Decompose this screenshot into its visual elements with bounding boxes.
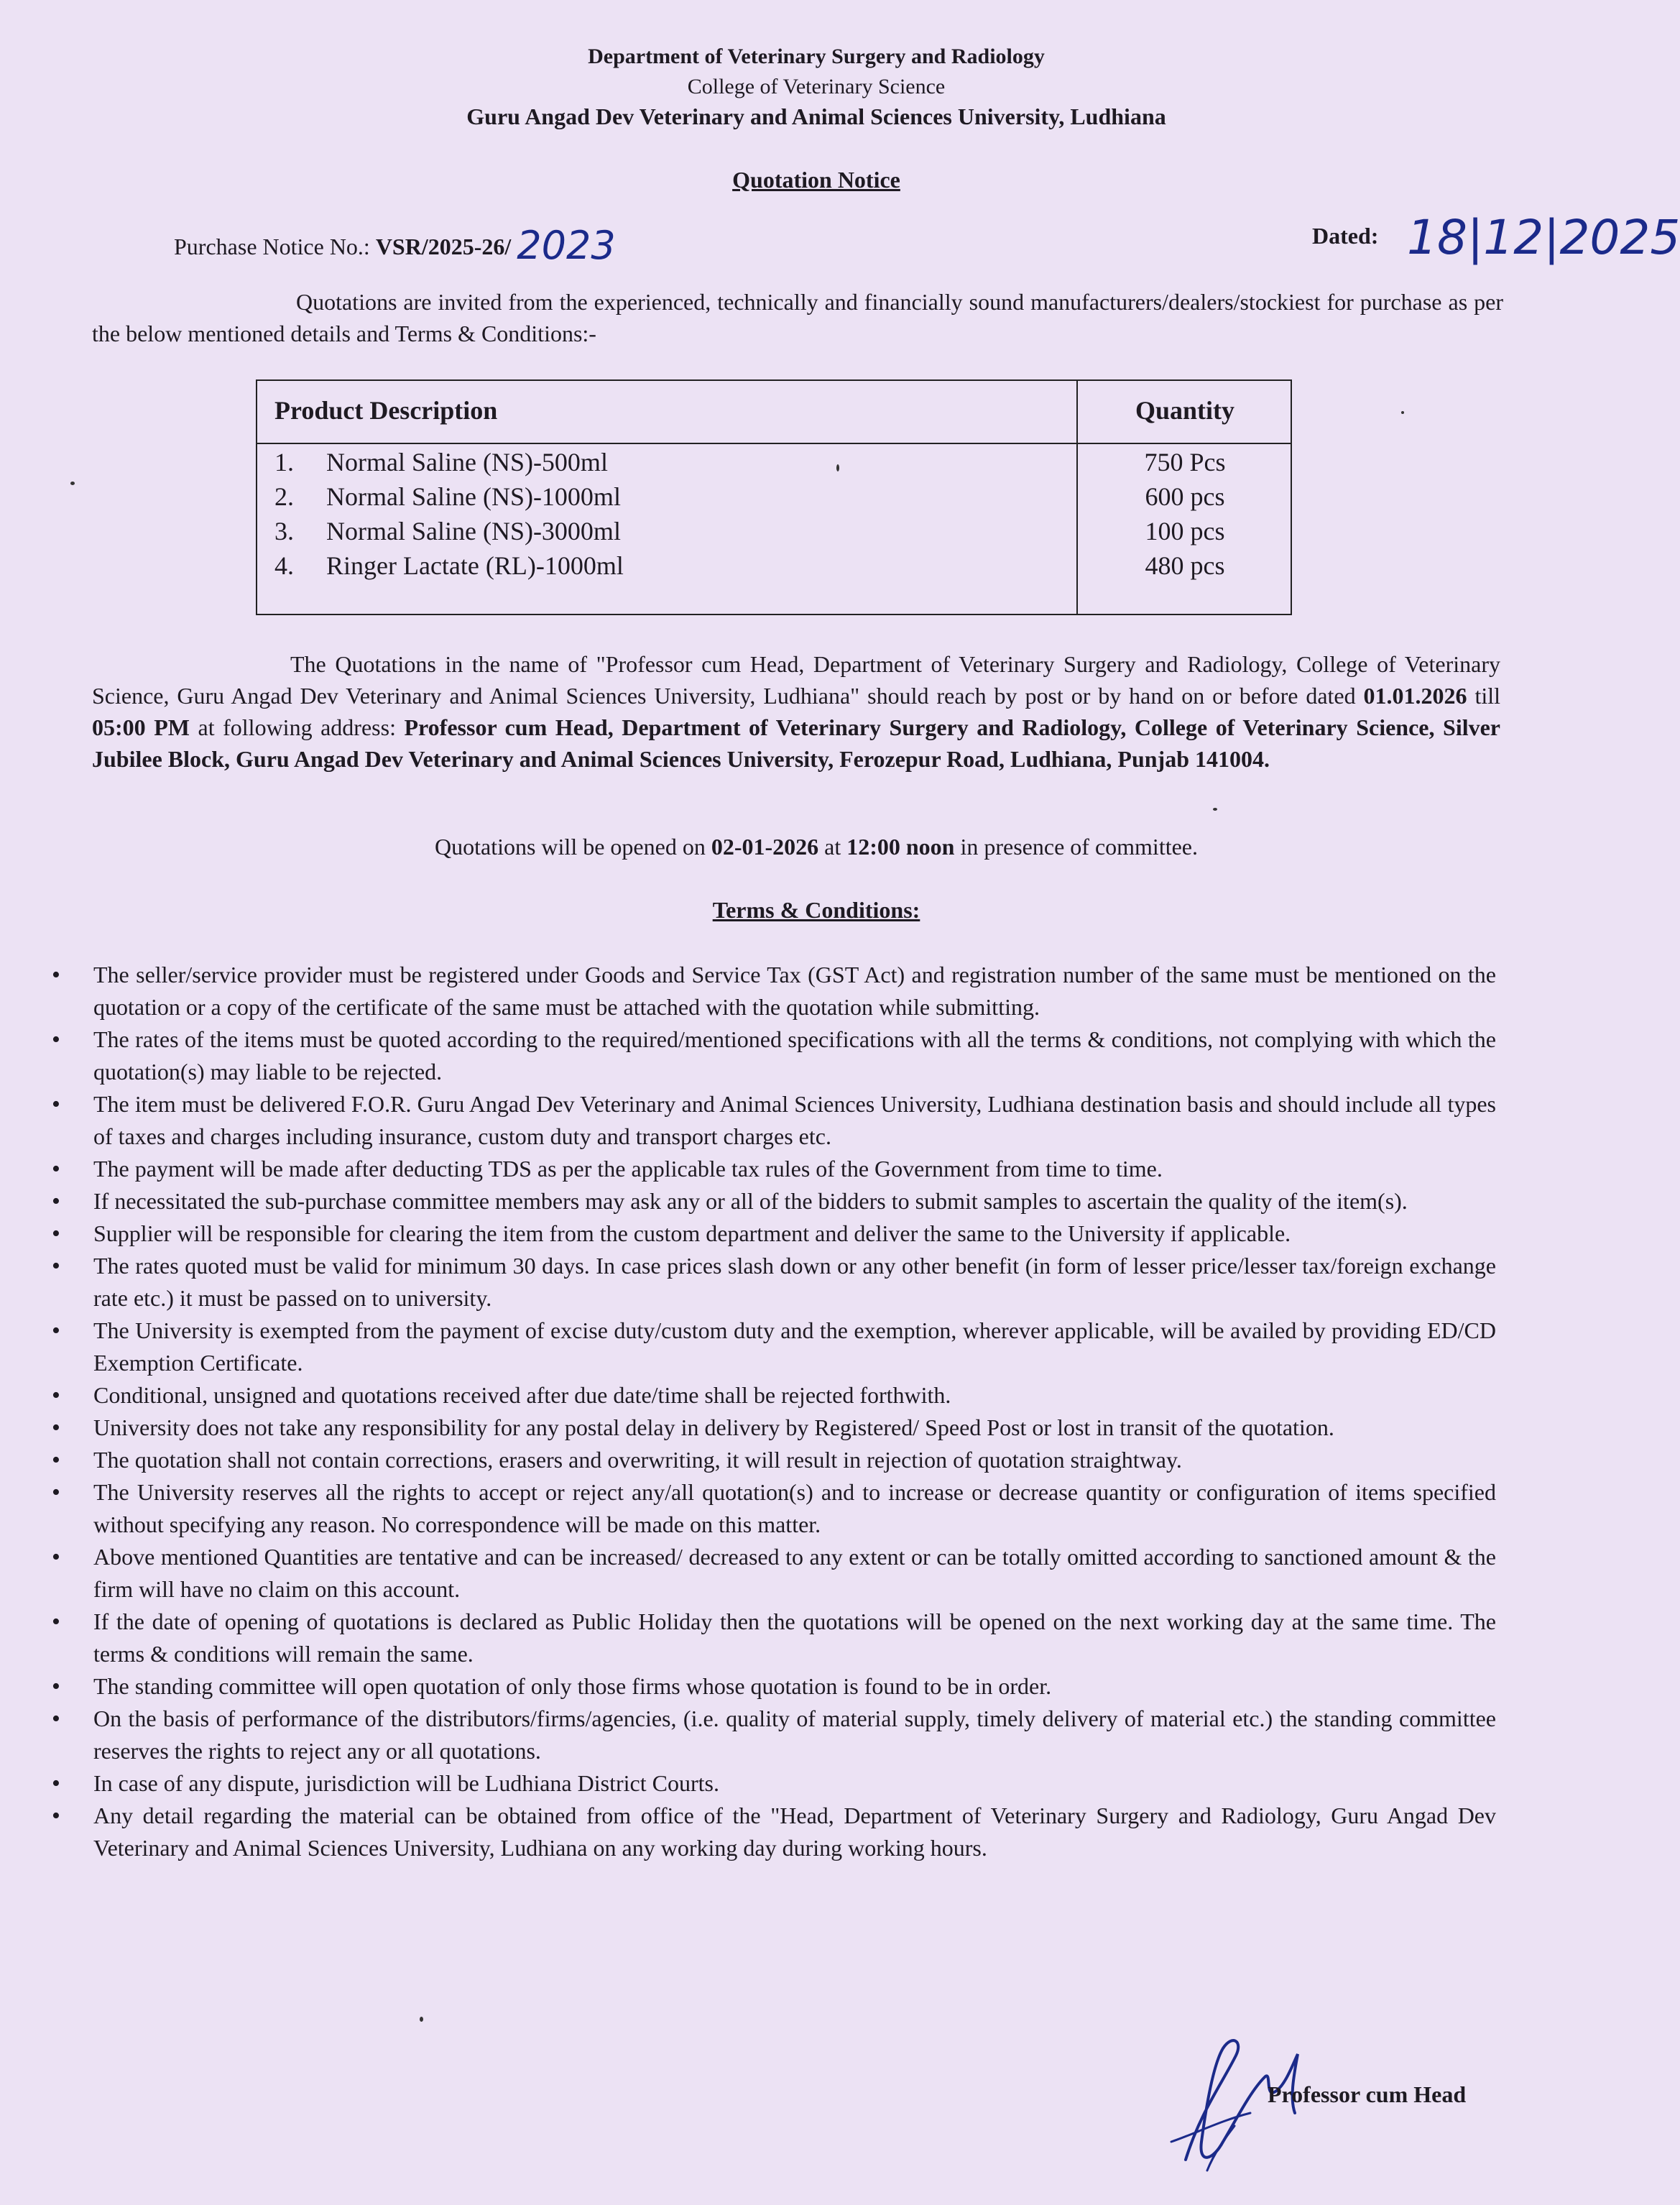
term-item: • On the basis of performance of the distributors/firms/agencies, (i.e. quality of material supply, timely delivery of material etc.) the standing committee reserves the rights to reject any or all quotations. (52, 1703, 1496, 1767)
product-table (256, 379, 1292, 615)
table-row-description: Normal Saline (NS)-3000ml (326, 517, 621, 546)
table-row-description: Normal Saline (NS)-1000ml (326, 482, 621, 511)
terms-list (52, 959, 1496, 1864)
dated-label: Dated: (1312, 223, 1379, 249)
notice-title: Quotation Notice (732, 167, 900, 193)
term-item: • If necessitated the sub-purchase committee members may ask any or all of the bidders to submit samples to ascertain the quality of the item(s). (52, 1185, 1496, 1217)
scan-speck (1213, 808, 1217, 811)
term-item: • The rates of the items must be quoted according to the required/mentioned specifications with all the terms & conditions, not complying with which the quotation(s) may liable to be rejected. (52, 1023, 1496, 1088)
handwritten-notice-number: 2023 (517, 223, 616, 268)
department-heading: Department of Veterinary Surgery and Radiology (588, 45, 1045, 68)
term-item: • Conditional, unsigned and quotations received after due date/time shall be rejected forthwith. (52, 1379, 1496, 1412)
term-item: • The payment will be made after deducting TDS as per the applicable tax rules of the Government from time to time. (52, 1153, 1496, 1185)
product-description-header: Product Description (274, 396, 498, 425)
scan-speck (420, 2017, 423, 2022)
purchase-notice-number (174, 223, 616, 268)
term-item: • The University reserves all the rights to accept or reject any/all quotation(s) and to increase or decrease quantity or configuration of items specified without specifying any reason. No correspondence will be made on this matter. (52, 1476, 1496, 1541)
term-item: • The seller/service provider must be registered under Goods and Service Tax (GST Act) and registration number of the same must be mentioned on the quotation or a copy of the certificate of the same must be attached with the quotation while submitting. (52, 959, 1496, 1023)
intro-text: Quotations are invited from the experienced, technically and financially sound manufacturers/dealers/stockiest for purchase as per the below mentioned details and Terms & Conditions:- (92, 289, 1503, 346)
intro-paragraph (92, 286, 1503, 349)
handwritten-date: 18|12|2025 (1407, 210, 1680, 265)
term-item: • Above mentioned Quantities are tentative and can be increased/ decreased to any extent or can be totally omitted according to sanctioned amount & the firm will have no claim on this account. (52, 1541, 1496, 1606)
scan-speck (70, 482, 75, 485)
term-item: • The University is exempted from the payment of excise duty/custom duty and the exemption, wherever applicable, will be availed by providing ED/CD Exemption Certificate. (52, 1315, 1496, 1379)
quantity-header: Quantity (1135, 396, 1235, 425)
submission-paragraph: The Quotations in the name of "Professor cum Head, Department of Veterinary Surgery and Radiology, College of Veterinary Science, Guru Angad Dev Veterinary and Animal Sciences University, Ludhiana" should reach by post or by hand on or before dated 01.01.2026 till 05:00 PM at following address: Professor cum Head, Department of Veterinary Surgery and Radiology, College of Veterinary Science, Silver Jubilee Block, Guru Angad Dev Veterinary and Animal Sciences University, Ferozepur Road, Ludhiana, Punjab 141004. (92, 651, 1501, 772)
term-item: • Supplier will be responsible for clearing the item from the custom department and deliver the same to the University if applicable. (52, 1217, 1496, 1250)
opening-date: 02-01-2026 (711, 834, 819, 860)
signatory-title: Professor cum Head (1268, 2081, 1467, 2107)
table-row-quantity: 480 pcs (1145, 551, 1225, 580)
term-item: • The item must be delivered F.O.R. Guru Angad Dev Veterinary and Animal Sciences University, Ludhiana destination basis and should include all types of taxes and charges including insurance, custom duty and transport charges etc. (52, 1088, 1496, 1153)
purchase-notice-label: Purchase Notice No.: (174, 234, 376, 259)
purchase-notice-code: VSR/2025-26/ (375, 234, 512, 259)
opening-line: Quotations will be opened on 02-01-2026 at 12:00 noon in presence of committee. (434, 834, 1198, 860)
term-item: • The rates quoted must be valid for minimum 30 days. In case prices slash down or any other benefit (in form of lesser price/lesser tax/foreign exchange rate etc.) it must be passed on to university. (52, 1250, 1496, 1315)
table-row-number: 4. (274, 551, 294, 580)
table-row-number: 3. (274, 517, 294, 546)
term-item: • University does not take any responsibility for any postal delay in delivery by Registered/ Speed Post or lost in transit of the quotation. (52, 1412, 1496, 1444)
terms-title: Terms & Conditions: (712, 897, 920, 923)
term-item: • The quotation shall not contain corrections, erasers and overwriting, it will result in rejection of quotation straightway. (52, 1444, 1496, 1476)
term-item: • Any detail regarding the material can be obtained from office of the "Head, Department of Veterinary Surgery and Radiology, Guru Angad Dev Veterinary and Animal Sciences University, Ludhiana on any working day during working hours. (52, 1800, 1496, 1864)
scan-speck (836, 464, 839, 471)
university-heading: Guru Angad Dev Veterinary and Animal Sciences University, Ludhiana (466, 103, 1166, 129)
submission-address: Professor cum Head, Department of Veterinary Surgery and Radiology, College of Veterinary Science, Silver Jubilee Block, Guru Angad Dev Veterinary and Animal Sciences University, Ferozepur Road, Ludhiana, Punjab 141004. (92, 714, 1501, 772)
college-heading: College of Veterinary Science (687, 75, 946, 98)
term-item: • If the date of opening of quotations is declared as Public Holiday then the quotations will be opened on the next working day at the same time. The terms & conditions will remain the same. (52, 1606, 1496, 1670)
opening-time: 12:00 noon (846, 834, 955, 860)
table-row-quantity: 100 pcs (1145, 517, 1225, 546)
term-item: • The standing committee will open quotation of only those firms whose quotation is found to be in order. (52, 1670, 1496, 1703)
scan-speck (1401, 411, 1404, 414)
table-row-description: Normal Saline (NS)-500ml (326, 448, 608, 477)
submission-date: 01.01.2026 (1363, 683, 1467, 709)
table-row-quantity: 600 pcs (1145, 482, 1225, 511)
table-row-number: 1. (274, 448, 294, 477)
table-row-description: Ringer Lactate (RL)-1000ml (326, 551, 624, 580)
table-row-quantity: 750 Pcs (1144, 448, 1226, 477)
submission-time: 05:00 PM (92, 714, 190, 740)
term-item: • In case of any dispute, jurisdiction will be Ludhiana District Courts. (52, 1767, 1496, 1800)
table-row-number: 2. (274, 482, 294, 511)
